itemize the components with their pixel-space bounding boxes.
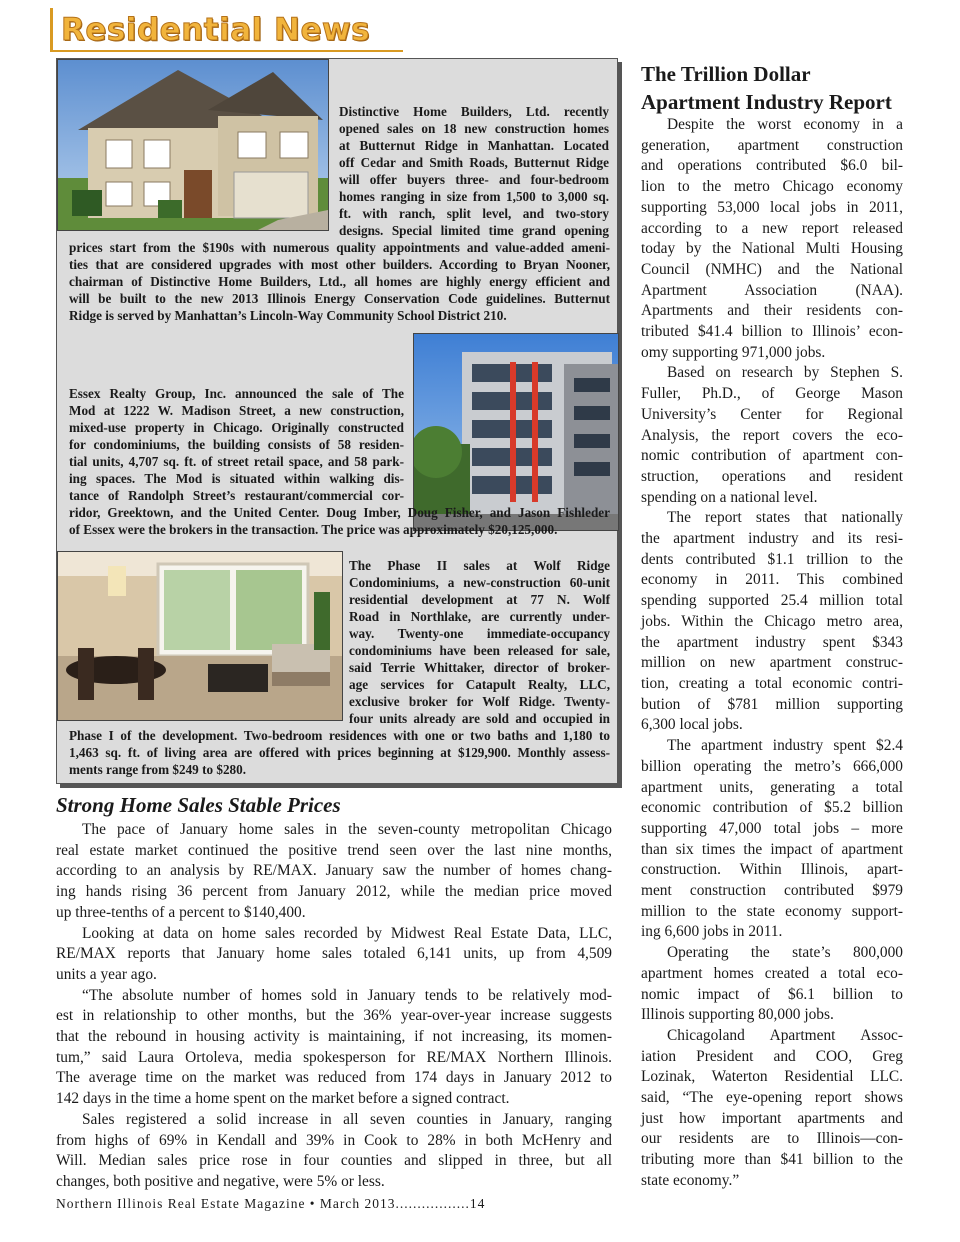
article-line: nomic contribution of apartment con- bbox=[641, 447, 903, 465]
article-line: and operations contributed $6.0 bil- bbox=[641, 157, 903, 175]
brief-line: four units already are sold and occupied in bbox=[349, 711, 610, 726]
article-line: The report states that nationally bbox=[667, 509, 903, 527]
page-footer: Northern Illinois Real Estate Magazine • March 2013.................14 bbox=[56, 1196, 486, 1211]
article-line: Looking at data on home sales recorded by Midwest Real Estate Data, LLC, bbox=[82, 924, 612, 942]
article-line: billion operating the metro’s 666,000 bbox=[641, 757, 903, 775]
article-line: tributing more than $41 billion to the bbox=[641, 1151, 903, 1169]
brief-line: 1,463 sq. ft. of living area are offered with prices beginning at $129,900. Monthly assess- bbox=[69, 745, 610, 760]
article-line: The pace of January home sales in the seven-county metropolitan Chicago bbox=[82, 821, 612, 838]
article-line: Apartments and their residents con- bbox=[641, 302, 903, 320]
article-paragraph bbox=[56, 924, 612, 986]
brief-line: of Essex were the brokers in the transaction. The price was approximately $20,125,000. bbox=[69, 522, 558, 537]
article-line: tributed $41.4 billion to Illinois’ econ- bbox=[641, 323, 903, 341]
brief-line: designs. Special limited time grand opening bbox=[339, 223, 609, 238]
article-line: ing hands rising 36 percent from January 2012, while the median price moved bbox=[56, 883, 612, 901]
brief-line: Mod at 1222 W. Madison Street, a new construction, bbox=[69, 403, 404, 418]
article-line: Based on research by Stephen S. bbox=[667, 364, 903, 382]
article-paragraph bbox=[56, 1110, 612, 1193]
article-line: bution of $781 million supporting bbox=[641, 695, 903, 713]
article-line: Council (NMHC) and the National bbox=[641, 260, 903, 278]
brief-1-top bbox=[339, 103, 609, 239]
brief-line: off Cedar and Smith Roads, Butternut Ridge bbox=[339, 155, 609, 170]
article-line: our residents are to Illinois—con- bbox=[641, 1130, 903, 1148]
article-line: jobs. Within the Chicago metro area, bbox=[641, 612, 903, 630]
article-line: Apartment Association (NAA). bbox=[641, 281, 903, 299]
article-line: that the rebound in housing activity is maintaining, if not increasing, its momen- bbox=[56, 1028, 612, 1046]
article-line: “The absolute number of homes sold in January tends to be relatively mod- bbox=[82, 986, 612, 1004]
trillion-headline-line: Apartment Industry Report bbox=[641, 90, 892, 114]
brief-line: Essex Realty Group, Inc. announced the sale of The bbox=[69, 386, 404, 401]
trillion-article bbox=[641, 115, 903, 1192]
brief-line: ft. with ranch, split level, and two-story bbox=[339, 206, 609, 221]
house-photo bbox=[57, 59, 329, 231]
brief-1-bottom bbox=[69, 239, 610, 324]
brief-line: prices start from the $190s with numerous quality appointments and value-added ameni- bbox=[69, 240, 610, 255]
brief-line: Phase I of the development. Two-bedroom residences with one or two baths and 1,180 to bbox=[69, 728, 610, 743]
article-line: omy supporting 971,000 jobs. bbox=[641, 343, 826, 361]
trillion-headline bbox=[641, 60, 911, 116]
article-line: ing 6,600 jobs in 2011. bbox=[641, 923, 783, 941]
article-line: The apartment industry spent $2.4 bbox=[667, 737, 903, 755]
brief-line: Ridge is served by Manhattan’s Lincoln-Way Community School District 210. bbox=[69, 308, 507, 323]
article-line: economic contribution of $5.2 billion bbox=[641, 799, 903, 817]
article-line: real estate market continued the positive trend seen over the last nine months, bbox=[56, 841, 612, 859]
article-line: ment construction contributed $979 bbox=[641, 882, 903, 900]
article-line: spending on a national level. bbox=[641, 488, 818, 506]
brief-2-top bbox=[69, 385, 404, 504]
article-line: Illinois supporting 80,000 jobs. bbox=[641, 1006, 834, 1024]
article-line: units a year ago. bbox=[56, 965, 157, 983]
article-paragraph bbox=[56, 820, 612, 924]
article-line: changes, both positive and negative, were 5% or less. bbox=[56, 1172, 385, 1190]
article-line: RE/MAX reports that January home sales totaled 6,141 units, up from 4,509 bbox=[56, 945, 612, 963]
brief-line: will be built to the new 2013 Illinois Energy Conservation Code guidelines. Butternut bbox=[69, 291, 610, 306]
brief-line: Condominiums, a new-construction 60-unit bbox=[349, 575, 610, 590]
article-line: apartment homes created a total eco- bbox=[641, 964, 903, 982]
article-paragraph bbox=[641, 1026, 903, 1192]
brief-line: ties that are considered upgrades with most other builders. According to Bryan Nooner, bbox=[69, 257, 610, 272]
article-line: Despite the worst economy in a bbox=[667, 116, 903, 133]
article-line: today by the National Multi Housing bbox=[641, 240, 903, 258]
article-paragraph bbox=[641, 943, 903, 1026]
article-line: generation, apartment construction bbox=[641, 136, 903, 154]
article-line: Fuller, Ph.D., of George Mason bbox=[641, 385, 903, 403]
article-line: million on new apartment construc- bbox=[641, 654, 903, 672]
article-paragraph bbox=[641, 115, 903, 363]
strong-sales-article bbox=[56, 820, 612, 1193]
brief-line: chairman of Distinctive Home Builders, Ltd., all homes are highly energy efficient and bbox=[69, 274, 610, 289]
article-line: said, “The eye-opening report shows bbox=[641, 1089, 903, 1107]
brief-line: condominiums have been released for sale, bbox=[349, 643, 610, 658]
brief-3-top bbox=[349, 557, 610, 727]
article-line: construction. Within Illinois, apart- bbox=[641, 861, 903, 879]
article-line: iation President and COO, Greg bbox=[641, 1047, 903, 1065]
brief-line: said Terrie Whittaker, director of broker- bbox=[349, 660, 610, 675]
trillion-headline-line: The Trillion Dollar bbox=[641, 62, 811, 86]
article-line: according to an analysis by RE/MAX. January saw the number of homes chang- bbox=[56, 862, 612, 880]
brief-3-bottom bbox=[69, 727, 610, 778]
article-line: the apartment industry spent $343 bbox=[641, 633, 903, 651]
brief-line: The Phase II sales at Wolf Ridge bbox=[349, 558, 610, 573]
brief-line: homes ranging in size from 1,500 to 3,000 sq. bbox=[339, 189, 609, 204]
article-line: supporting 53,000 local jobs in 2011, bbox=[641, 198, 903, 216]
article-line: 142 days in the time a home spent on the market before a signed contract. bbox=[56, 1090, 510, 1108]
condo-interior-photo bbox=[57, 551, 343, 721]
article-line: just how important apartments and bbox=[641, 1109, 903, 1127]
article-line: according to a new report released bbox=[641, 219, 903, 237]
building-photo bbox=[413, 333, 619, 531]
brief-line: ridor, Greektown, and the United Center. Doug Imber, Doug Fisher, and Jason Fishleder bbox=[69, 505, 610, 520]
article-line: tion, creating a total economic contri- bbox=[641, 674, 903, 692]
brief-line: at Butternut Ridge in Manhattan. Located bbox=[339, 138, 609, 153]
article-paragraph bbox=[641, 736, 903, 943]
article-line: million to the state economy support- bbox=[641, 902, 903, 920]
article-line: Will. Median sales price rose in four counties and slipped in three, but all bbox=[56, 1152, 612, 1170]
article-line: 6,300 local jobs. bbox=[641, 716, 743, 734]
strong-sales-headline: Strong Home Sales Stable Prices bbox=[56, 793, 341, 817]
article-paragraph bbox=[56, 986, 612, 1110]
article-line: nomic impact of $6.1 billion to bbox=[641, 985, 903, 1003]
article-line: dents contributed $1.1 trillion to the bbox=[641, 550, 903, 568]
article-line: est in relationship to other months, but the 36% year-over-year increase suggests bbox=[56, 1007, 612, 1025]
article-line: lion to the metro Chicago economy bbox=[641, 178, 903, 196]
brief-line: for condominiums, the building consists of 58 residen- bbox=[69, 437, 404, 452]
article-line: Operating the state’s 800,000 bbox=[667, 944, 903, 962]
article-paragraph bbox=[641, 363, 903, 508]
article-line: tum,” said Laura Ortoleva, media spokesperson for RE/MAX Northern Illinois. bbox=[56, 1048, 612, 1066]
brief-line: mixed-use property in Chicago. Originally constructed bbox=[69, 420, 404, 435]
brief-line: ing spaces. The Mod is situated within walking dis- bbox=[69, 471, 404, 486]
brief-line: will offer buyers three- and four-bedroom bbox=[339, 172, 609, 187]
article-line: from highs of 69% in Kendall and 39% in Cook to 28% in both McHenry and bbox=[56, 1131, 612, 1149]
article-line: The average time on the market was reduced from 174 days in January 2012 to bbox=[56, 1069, 612, 1087]
brief-line: ments range from $249 to $280. bbox=[69, 762, 247, 777]
brief-line: exclusive broker for Wolf Ridge. Twenty- bbox=[349, 694, 610, 709]
brief-line: tance of Randolph Street’s restaurant/commercial cor- bbox=[69, 488, 404, 503]
article-line: than six times the impact of apartment bbox=[641, 840, 903, 858]
article-line: state economy.” bbox=[641, 1171, 740, 1189]
brief-line: residential development at 77 N. Wolf bbox=[349, 592, 610, 607]
brief-line: way. Twenty-one immediate-occupancy bbox=[349, 626, 610, 641]
brief-line: Road in Northlake, are currently under- bbox=[349, 609, 610, 624]
article-line: apartment units, generating a total bbox=[641, 778, 903, 796]
masthead bbox=[50, 8, 403, 52]
article-line: spending supported 25.4 million total bbox=[641, 592, 903, 610]
article-line: Chicagoland Apartment Assoc- bbox=[667, 1026, 903, 1044]
brief-line: age services for Catapult Realty, LLC, bbox=[349, 677, 610, 692]
article-line: Analysis, the report covers the eco- bbox=[641, 426, 903, 444]
brief-line: opened sales on 18 new construction homes bbox=[339, 121, 609, 136]
article-line: the apartment industry and its resi- bbox=[641, 530, 903, 548]
article-line: up three-tenths of a percent to $140,400. bbox=[56, 903, 306, 921]
news-briefs-box bbox=[56, 58, 618, 784]
article-line: Sales registered a solid increase in all seven counties in January, ranging bbox=[82, 1110, 612, 1128]
brief-line: Distinctive Home Builders, Ltd. recently bbox=[339, 104, 609, 119]
article-line: Lozinak, Waterton Residential LLC. bbox=[641, 1068, 903, 1086]
article-line: struction, operations and resident bbox=[641, 467, 903, 485]
article-line: economy in 2011. This combined bbox=[641, 571, 903, 589]
brief-2-bottom bbox=[69, 504, 610, 538]
section-title: Residential News bbox=[61, 12, 371, 48]
article-line: supporting 47,000 total jobs – more bbox=[641, 819, 903, 837]
article-paragraph bbox=[641, 508, 903, 736]
brief-line: tial units, 4,707 sq. ft. of street retail space, and 58 park- bbox=[69, 454, 404, 469]
article-line: University’s Center for Regional bbox=[641, 405, 903, 423]
